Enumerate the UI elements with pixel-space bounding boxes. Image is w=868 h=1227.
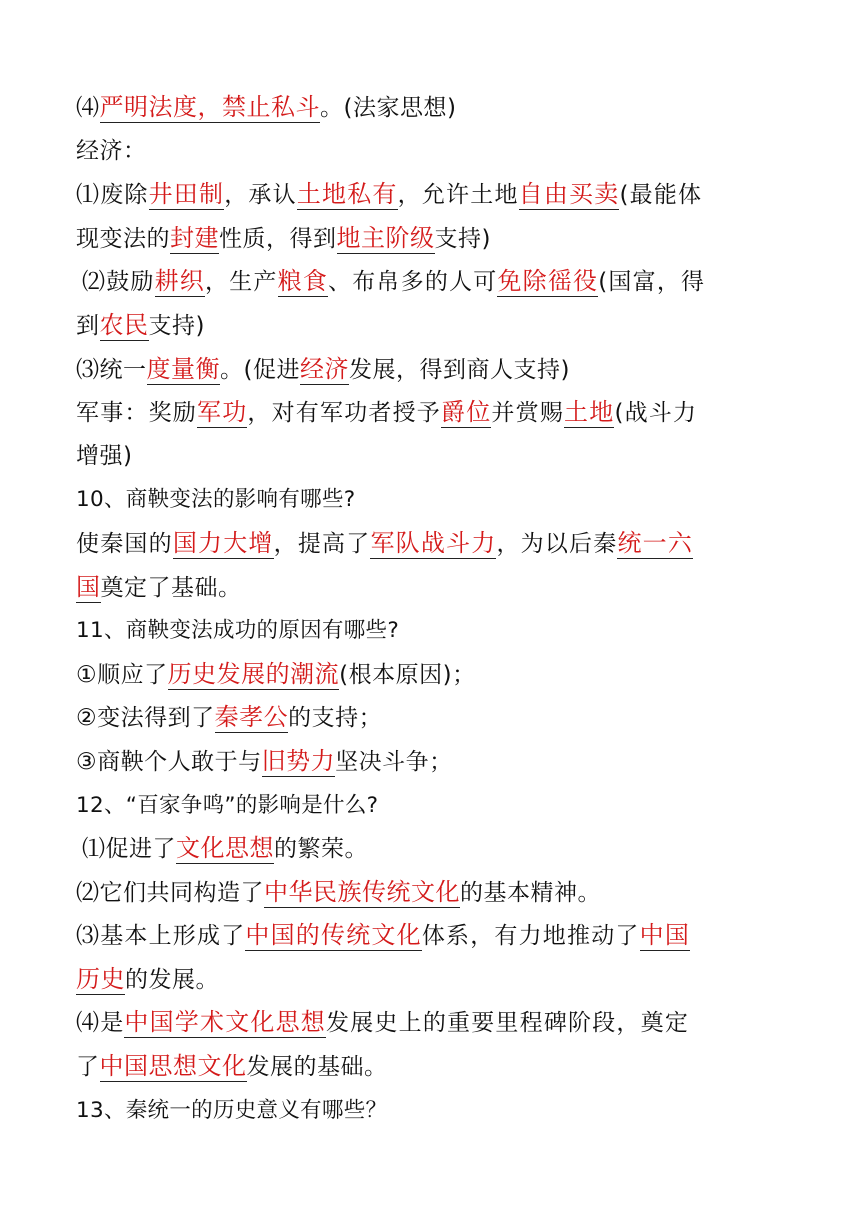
text-line (76, 260, 798, 304)
question-heading (76, 1089, 798, 1133)
text-segment: 。(促进 (220, 356, 300, 383)
text-segment: 、布帛多的人可 (328, 269, 498, 296)
text-segment: (最能体 (619, 182, 703, 209)
answer-fill-in: 秦孝公 (214, 703, 289, 732)
text-segment: 奠定了基础。 (100, 574, 242, 601)
text-line (76, 391, 798, 435)
answer-fill-in: 度量衡 (146, 354, 220, 383)
text-segment: 11、商鞅变法成功的原因有哪些? (76, 618, 400, 644)
answer-fill-in: 统一六 (617, 528, 694, 557)
text-segment: 了 (76, 1054, 100, 1081)
text-segment: ③商鞅个人敢于与 (76, 748, 262, 775)
text-line (76, 217, 798, 261)
text-line (76, 871, 798, 915)
question-heading (76, 609, 798, 653)
text-segment: (根本原因)； (339, 661, 476, 688)
answer-fill-in: 历史发展的潮流 (167, 659, 340, 688)
answer-fill-in: 爵位 (441, 398, 492, 427)
text-line (76, 1045, 798, 1089)
answer-fill-in: 严明法度，禁止私斗 (99, 93, 320, 121)
text-segment: 10、商鞅变法的影响有哪些? (76, 487, 356, 513)
text-line (76, 740, 798, 784)
text-line (76, 86, 798, 130)
text-line (76, 958, 798, 1002)
answer-fill-in: 中国的传统文化 (245, 921, 422, 950)
answer-fill-in: 中国学术文化思想 (124, 1008, 327, 1037)
answer-fill-in: 中国 (639, 921, 691, 950)
text-segment: (战斗力 (614, 400, 698, 427)
answer-fill-in: 旧势力 (261, 746, 336, 775)
text-segment: ⑴促进了 (82, 836, 176, 863)
text-segment: 13、秦统一的历史意义有哪些？ (76, 1097, 388, 1123)
answer-fill-in: 封建 (170, 223, 219, 252)
answer-fill-in: 农民 (99, 310, 149, 339)
text-segment: ，对有军功者授予 (247, 400, 442, 427)
text-segment: ，允许土地 (397, 182, 519, 209)
text-segment: 的发展。 (125, 966, 219, 993)
text-line (76, 173, 798, 217)
answer-fill-in: 国 (76, 572, 101, 601)
text-segment: 体系，有力地推动了 (421, 923, 640, 950)
text-segment: ⑷是 (76, 1010, 125, 1037)
question-heading (76, 478, 798, 522)
answer-fill-in: 耕织 (154, 267, 206, 296)
text-line (76, 435, 798, 479)
text-segment: 现变法的 (76, 225, 170, 252)
text-segment: ，提高了 (273, 530, 371, 557)
answer-fill-in: 自由买卖 (518, 180, 620, 209)
text-line (76, 827, 798, 871)
text-segment: ⑴废除 (76, 182, 149, 209)
answer-fill-in: 文化思想 (176, 834, 274, 863)
text-line (76, 696, 798, 740)
text-segment: ⑷ (76, 95, 100, 121)
text-segment: 发展史上的重要里程碑阶段，奠定 (326, 1010, 690, 1037)
text-segment: ，承认 (224, 182, 297, 209)
text-line (76, 304, 798, 348)
text-segment: 增强) (76, 442, 133, 469)
text-line (76, 522, 798, 566)
text-line (76, 566, 798, 610)
text-segment: 发展，得到商人支持) (348, 356, 570, 383)
answer-fill-in: 粮食 (277, 267, 329, 296)
text-segment: 的繁荣。 (274, 836, 368, 863)
question-heading (76, 784, 798, 828)
text-line (76, 914, 798, 958)
text-segment: 使秦国的 (76, 530, 173, 557)
text-segment: 坚决斗争； (335, 748, 453, 775)
text-segment: 的基本精神。 (460, 879, 601, 906)
answer-fill-in: 中华民族传统文化 (264, 877, 460, 906)
answer-fill-in: 土地私有 (296, 180, 398, 209)
answer-fill-in: 国力大增 (172, 528, 274, 557)
text-line (76, 348, 798, 392)
text-segment: 经济： (76, 137, 147, 164)
answer-fill-in: 历史 (76, 964, 125, 993)
text-segment: 。(法家思想) (320, 95, 457, 121)
text-segment: 并赏赐 (491, 400, 565, 427)
text-segment: ①顺应了 (76, 661, 168, 688)
text-segment: ，生产 (205, 269, 278, 296)
text-segment: ⑶基本上形成了 (76, 923, 246, 950)
answer-fill-in: 军队战斗力 (370, 528, 497, 557)
answer-fill-in: 免除徭役 (497, 267, 599, 296)
text-segment: ⑵它们共同构造了 (76, 879, 264, 906)
text-segment: 的支持； (288, 705, 383, 732)
answer-fill-in: 地主阶级 (336, 223, 435, 252)
text-line (76, 653, 798, 697)
text-segment: 性质，得到 (219, 225, 337, 252)
text-segment: 到 (76, 312, 100, 339)
answer-fill-in: 中国思想文化 (99, 1052, 247, 1081)
text-segment: 军事：奖励 (76, 400, 197, 427)
text-segment: ，为以后秦 (496, 530, 618, 557)
text-segment: ②变法得到了 (76, 705, 215, 732)
answer-fill-in: 井田制 (148, 180, 225, 209)
text-segment: 支持) (148, 312, 205, 339)
text-segment: 12、“百家争鸣”的影响是什么? (76, 792, 379, 818)
document-body (76, 86, 798, 1132)
answer-fill-in: 军功 (197, 398, 248, 427)
answer-fill-in: 经济 (299, 354, 349, 383)
text-line (76, 1001, 798, 1045)
text-segment: ⑵鼓励 (82, 269, 155, 296)
answer-fill-in: 土地 (564, 398, 615, 427)
text-segment: 支持) (434, 225, 491, 252)
text-line (76, 130, 798, 174)
text-segment: (国富，得 (598, 269, 706, 296)
text-segment: 发展的基础。 (246, 1054, 388, 1081)
text-segment: ⑶统一 (76, 356, 147, 383)
